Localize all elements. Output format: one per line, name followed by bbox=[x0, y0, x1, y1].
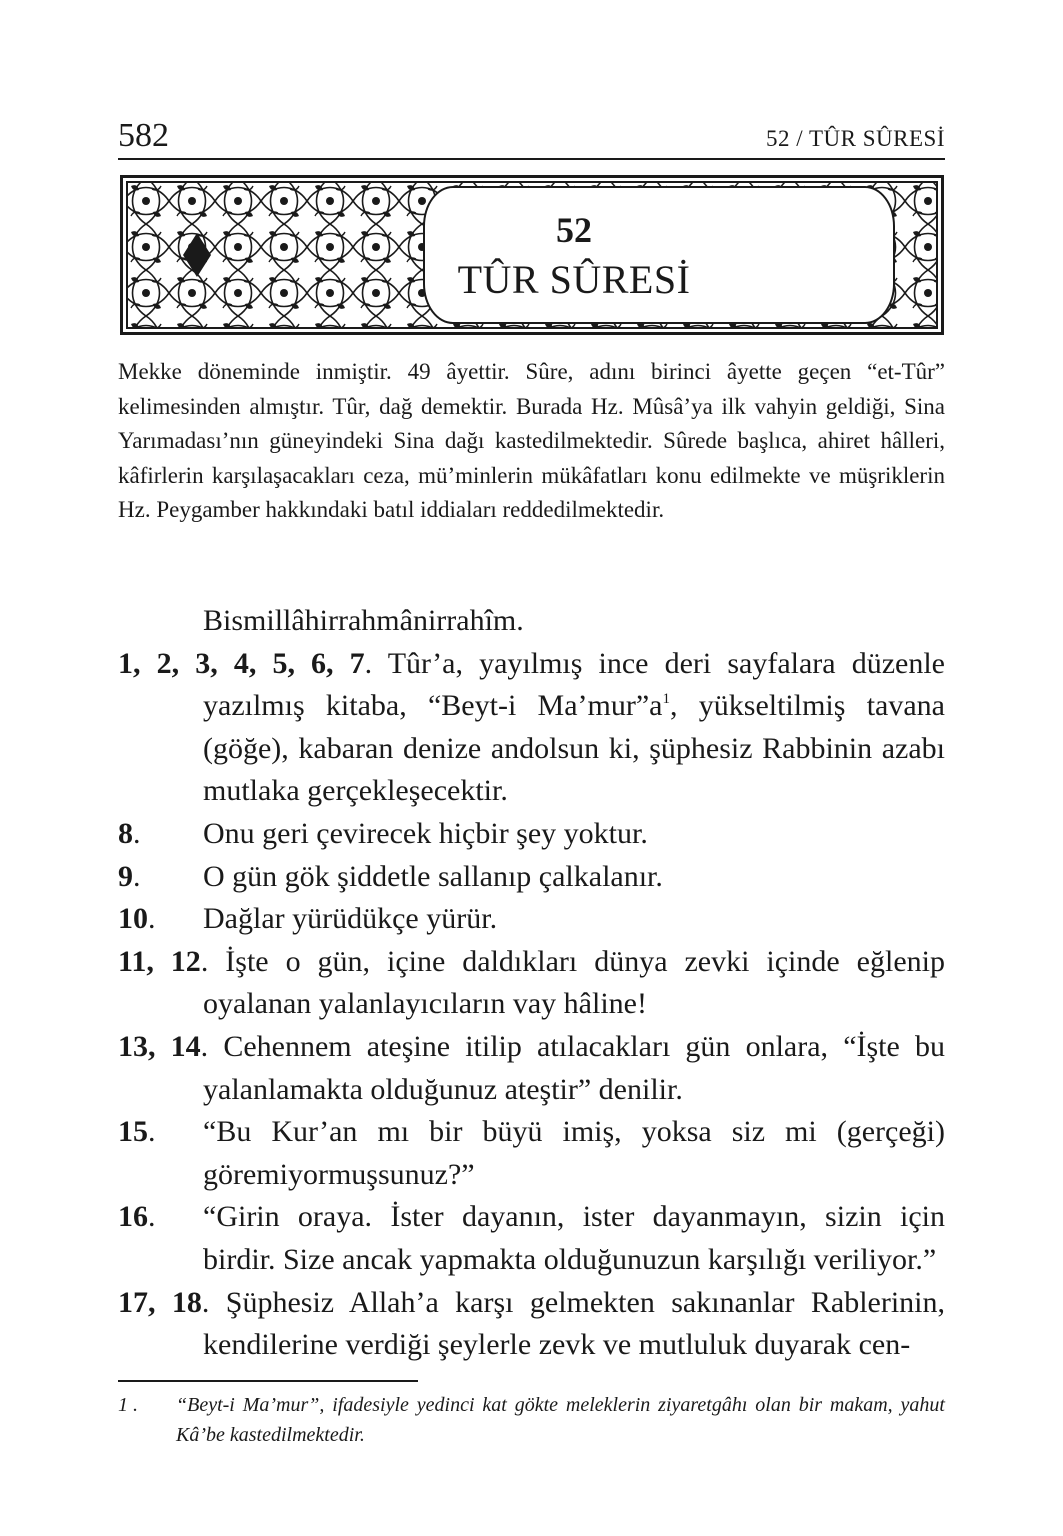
verse-13-14: 13, 14. Cehennem ateşine itilip atılacakları gün onlara, “İşte bu yalanlamakta olduğunuz ateştir” denilir. bbox=[118, 1029, 945, 1106]
footnote-mark: 1 . bbox=[118, 1394, 138, 1416]
verse-10 bbox=[118, 898, 945, 941]
surah-introduction: Mekke döneminde inmiştir. 49 âyettir. Sûre, adını birinci âyette geçen “et-Tûr” kelimesinden almıştır. Tûr, dağ demektir. Burada Hz. Mûsâ’ya ilk vahyin geldiği, Sina Yarımadası’nın güneyindeki Sina dağı kastedilmektedir. Sûrede başlıca, ahiret hâlleri, kâfirlerin karşılaşacakları ceza, mü’minlerin mükâfatları konu edilmekte ve müşriklerin Hz. Peygamber hakkındaki batıl iddiaları reddedilmektedir. bbox=[118, 359, 945, 522]
verse-1-7: 1, 2, 3, 4, 5, 6, 7. Tûr’a, yayılmış ince deri sayfalara düzenle yazılmış kitaba, “Beyt-i Ma’mur”a$^1$, yükseltilmiş tavana (göğe), kabaran denize andolsun ki, şüphesiz Rabbinin azabı mutlaka gerçekleşecektir. bbox=[118, 646, 945, 808]
verse-text: O gün gök şiddetle sallanıp çalkalanır. bbox=[203, 859, 663, 893]
page-number: 582 bbox=[118, 117, 169, 154]
verse-number: 9. bbox=[118, 859, 141, 893]
surah-number: 52 bbox=[556, 210, 592, 250]
verse-number: 13, 14 bbox=[118, 1029, 201, 1063]
surah-title-banner bbox=[120, 175, 944, 335]
verse-15 bbox=[118, 1111, 945, 1196]
verse-11-12: 11, 12. İşte o gün, içine daldıkları dünya zevki içinde eğlenip oyalanan yalanlayıcıların vay hâline! bbox=[118, 944, 945, 1021]
basmala: Bismillâhirrahmânirrahîm. bbox=[203, 604, 524, 637]
verse-number: 15. bbox=[118, 1115, 156, 1149]
footnote bbox=[118, 1390, 945, 1450]
title-cartouche bbox=[423, 186, 895, 324]
running-title: 52 / TÛR SÛRESİ bbox=[766, 126, 945, 151]
verse-text: Onu geri çevirecek hiçbir şey yoktur. bbox=[203, 816, 648, 850]
verse-list bbox=[118, 600, 945, 1367]
verse-number: 1, 2, 3, 4, 5, 6, 7 bbox=[118, 646, 365, 680]
verse-9 bbox=[118, 856, 945, 899]
verse-17-18: 17, 18. Şüphesiz Allah’a karşı gelmekten sakınanlar Rablerinin, kendilerine verdiği şeylerle zevk ve mutluluk duyarak cen- bbox=[118, 1285, 946, 1362]
verse-text: “Bu Kur’an mı bir büyü imiş, yoksa siz mi (gerçeği) göremiyormuşsunuz?” bbox=[203, 1115, 945, 1191]
verse-number: 17, 18 bbox=[118, 1285, 202, 1319]
verse-text: İşte o gün, içine daldıkları dünya zevki içinde eğlenip oyalanan yalanlayıcıların vay hâline! bbox=[203, 944, 945, 1021]
verse-text-continued: , yükseltilmiş tavana (göğe), kabaran denize andolsun ki, şüphesiz Rabbinin azabı mutlaka gerçekleşecektir. bbox=[203, 689, 945, 808]
verse-number: 8. bbox=[118, 816, 141, 850]
verse-text: Dağlar yürüdükçe yürür. bbox=[203, 902, 498, 936]
surah-name: TÛR SÛRESİ bbox=[457, 257, 691, 302]
page-header bbox=[118, 118, 945, 160]
verse-number: 16. bbox=[118, 1200, 156, 1234]
footnote-divider bbox=[118, 1380, 418, 1382]
footnote-reference[interactable]: 1 bbox=[662, 691, 670, 708]
verse-text: Cehennem ateşine itilip atılacakları gün onlara, “İşte bu yalanlamakta olduğunuz ateştir” denilir. bbox=[203, 1029, 945, 1106]
footnote-text: “Beyt-i Ma’mur”, ifadesiyle yedinci kat gökte meleklerin ziyaretgâhı olan bir makam, yahut Kâ’be kastedilmektedir. bbox=[176, 1394, 945, 1446]
verse-16 bbox=[118, 1196, 945, 1281]
verse-text: Tûr’a, yayılmış ince deri sayfalara düzenle yazılmış kitaba, “Beyt-i Ma’mur”a bbox=[203, 646, 945, 723]
verse-8 bbox=[118, 813, 945, 856]
verse-text: “Girin oraya. İster dayanın, ister dayanmayın, sizin için birdir. Size ancak yapmakta olduğunuzun karşılığı veriliyor.” bbox=[203, 1200, 945, 1276]
verse-number: 10. bbox=[118, 902, 156, 936]
verse-number: 11, 12 bbox=[118, 944, 201, 978]
verse-text: Şüphesiz Allah’a karşı gelmekten sakınanlar Rablerinin, kendilerine verdiği şeylerle zevk ve mutluluk duyarak cen- bbox=[203, 1285, 946, 1362]
